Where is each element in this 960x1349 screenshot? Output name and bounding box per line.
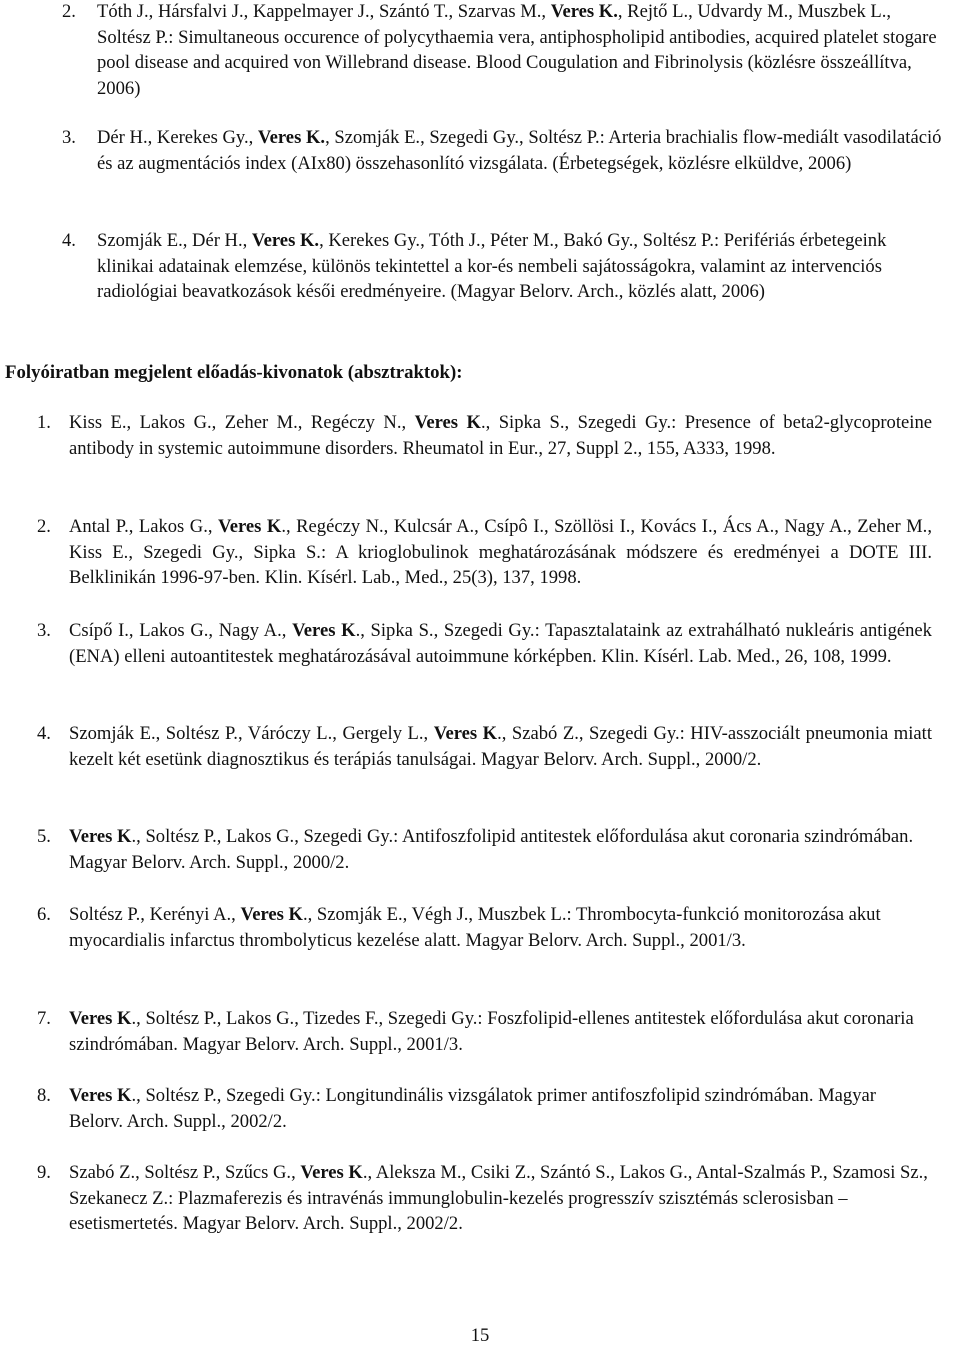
item-authors: Dér H., Kerekes Gy., (97, 127, 258, 148)
item-authors: Antal P., Lakos G., (69, 516, 218, 537)
abstract-item (0, 514, 960, 591)
highlighted-author: Veres K. (257, 127, 326, 148)
item-citation: ., Regéczy N., Kulcsár A., Csípô I., Szöllösi I., Kovács I., Ács A., Nagy A., Zeher M., Kiss E., Szegedi Gy., Sipka S.: A krioglobulinok meghatározásának módszere és eredményei a DOTE III. Belklinikán 1996-97-ben. Klin. Kísérl. Lab., Med., 25(3), 137, 1998. (69, 516, 932, 588)
abstract-item (0, 410, 960, 461)
abstract-item (0, 1160, 960, 1237)
item-number: 9. (37, 1162, 51, 1183)
item-number: 1. (37, 412, 51, 433)
abstract-item (0, 618, 960, 669)
abstract-item (0, 721, 960, 772)
item-citation: , Kerekes Gy., Tóth J., Péter M., Bakó Gy., Soltész P.: Perifériás érbetegeink klinikai adatainak elemzése, különös tekintettel a kor-és nembeli sajátosságokra, valamint az intervenciós radiológiai beavatkozások késői eredményeire. (Magyar Belorv. Arch., közlés alatt, 2006) (97, 230, 887, 302)
abstract-item (0, 902, 960, 953)
item-number: 2. (62, 1, 76, 22)
item-citation: ., Soltész P., Lakos G., Tizedes F., Szegedi Gy.: Foszfolipid-ellenes antitestek előfordulása akut coronaria szindrómában. Magyar Belorv. Arch. Suppl., 2001/3. (69, 1008, 914, 1055)
highlighted-author: Veres K (69, 1085, 132, 1106)
page-number: 15 (470, 1325, 490, 1346)
item-authors: Csípő I., Lakos G., Nagy A., (69, 620, 293, 641)
item-citation: ., Sipka S., Szegedi Gy.: Presence of beta2-glycoproteine antibody in systemic autoimmune disorders. Rheumatol in Eur., 27, Suppl 2., 155, A333, 1998. (69, 412, 932, 459)
item-authors: Szomják E., Soltész P., Váróczy L., Gergely L., (69, 723, 434, 744)
item-number: 8. (37, 1085, 51, 1106)
publication-item (0, 0, 960, 101)
highlighted-author: Veres K (292, 620, 356, 641)
highlighted-author: Veres K (218, 516, 282, 537)
item-citation: ., Sipka S., Szegedi Gy.: Tapasztalataink az extrahálható nukleáris antigének (ENA) elleni autoantitestek meghatározásával autoimmune kórképben. Klin. Kísérl. Lab. Med., 26, 108, 1999. (69, 620, 932, 667)
highlighted-author: Veres K (69, 826, 132, 847)
highlighted-author: Veres K (300, 1162, 363, 1183)
abstract-item (0, 1083, 960, 1134)
highlighted-author: Veres K (433, 723, 498, 744)
item-number: 4. (37, 723, 51, 744)
abstract-item (0, 1006, 960, 1057)
item-citation: ., Szabó Z., Szegedi Gy.: HIV-asszociált pneumonia miatt kezelt két esetünk diagnosztikus és terápiás tanulságai. Magyar Belorv. Arch. Suppl., 2000/2. (69, 723, 932, 770)
item-number: 4. (62, 230, 76, 251)
item-citation: ., Aleksza M., Csiki Z., Szántó S., Lakos G., Antal-Szalmás P., Szamosi Sz., Szekanecz Z.: Plazmaferezis és intravénás immunglobulin-kezelés progresszív szisztémás sclerosisban – esetismertetés. Magyar Belorv. Arch. Suppl., 2002/2. (69, 1162, 928, 1234)
highlighted-author: Veres K (240, 904, 303, 925)
item-number: 2. (37, 516, 51, 537)
highlighted-author: Veres K. (550, 1, 618, 22)
section-heading: Folyóiratban megjelent előadás-kivonatok (absztraktok): (5, 362, 463, 383)
item-citation: ., Szomják E., Végh J., Muszbek L.: Thrombocyta-funkció monitorozása akut myocardialis infarctus thrombolyticus kezelése alatt. Magyar Belorv. Arch. Suppl., 2001/3. (69, 904, 881, 951)
highlighted-author: Veres K. (251, 230, 320, 251)
item-number: 5. (37, 826, 51, 847)
item-citation: ., Soltész P., Szegedi Gy.: Longitundinális vizsgálatok primer antifoszfolipid szindrómában. Magyar Belorv. Arch. Suppl., 2002/2. (69, 1085, 876, 1132)
item-authors: Kiss E., Lakos G., Zeher M., Regéczy N., (69, 412, 415, 433)
item-number: 7. (37, 1008, 51, 1029)
item-number: 6. (37, 904, 51, 925)
item-citation: ., Soltész P., Lakos G., Szegedi Gy.: Antifoszfolipid antitestek előfordulása akut coronaria szindrómában. Magyar Belorv. Arch. Suppl., 2000/2. (69, 826, 914, 873)
item-authors: Szomják E., Dér H., (97, 230, 252, 251)
item-number: 3. (37, 620, 51, 641)
highlighted-author: Veres K (69, 1008, 132, 1029)
publication-item (0, 125, 960, 176)
highlighted-author: Veres K (414, 412, 481, 433)
item-authors: Tóth J., Hársfalvi J., Kappelmayer J., Szántó T., Szarvas M., (97, 1, 551, 22)
item-citation: , Szomják E., Szegedi Gy., Soltész P.: Arteria brachialis flow-mediált vasodilatáció és az augmentációs index (AIx80) összehasonlító vizsgálata. (Érbetegségek, közlésre elküldve, 2006) (97, 127, 942, 174)
publication-item (0, 228, 960, 305)
item-citation: , Rejtő L., Udvardy M., Muszbek L., Soltész P.: Simultaneous occurence of polycythaemia vera, antiphospholipid antibodies, acquired platelet stogare pool disease and acquired von Willebrand disease. Blood Cougulation and Fibrinolysis (közlésre összeállítva, 2006) (97, 1, 937, 99)
item-number: 3. (62, 127, 76, 148)
item-authors: Soltész P., Kerényi A., (69, 904, 241, 925)
abstract-item (0, 824, 960, 875)
item-authors: Szabó Z., Soltész P., Szűcs G., (69, 1162, 301, 1183)
